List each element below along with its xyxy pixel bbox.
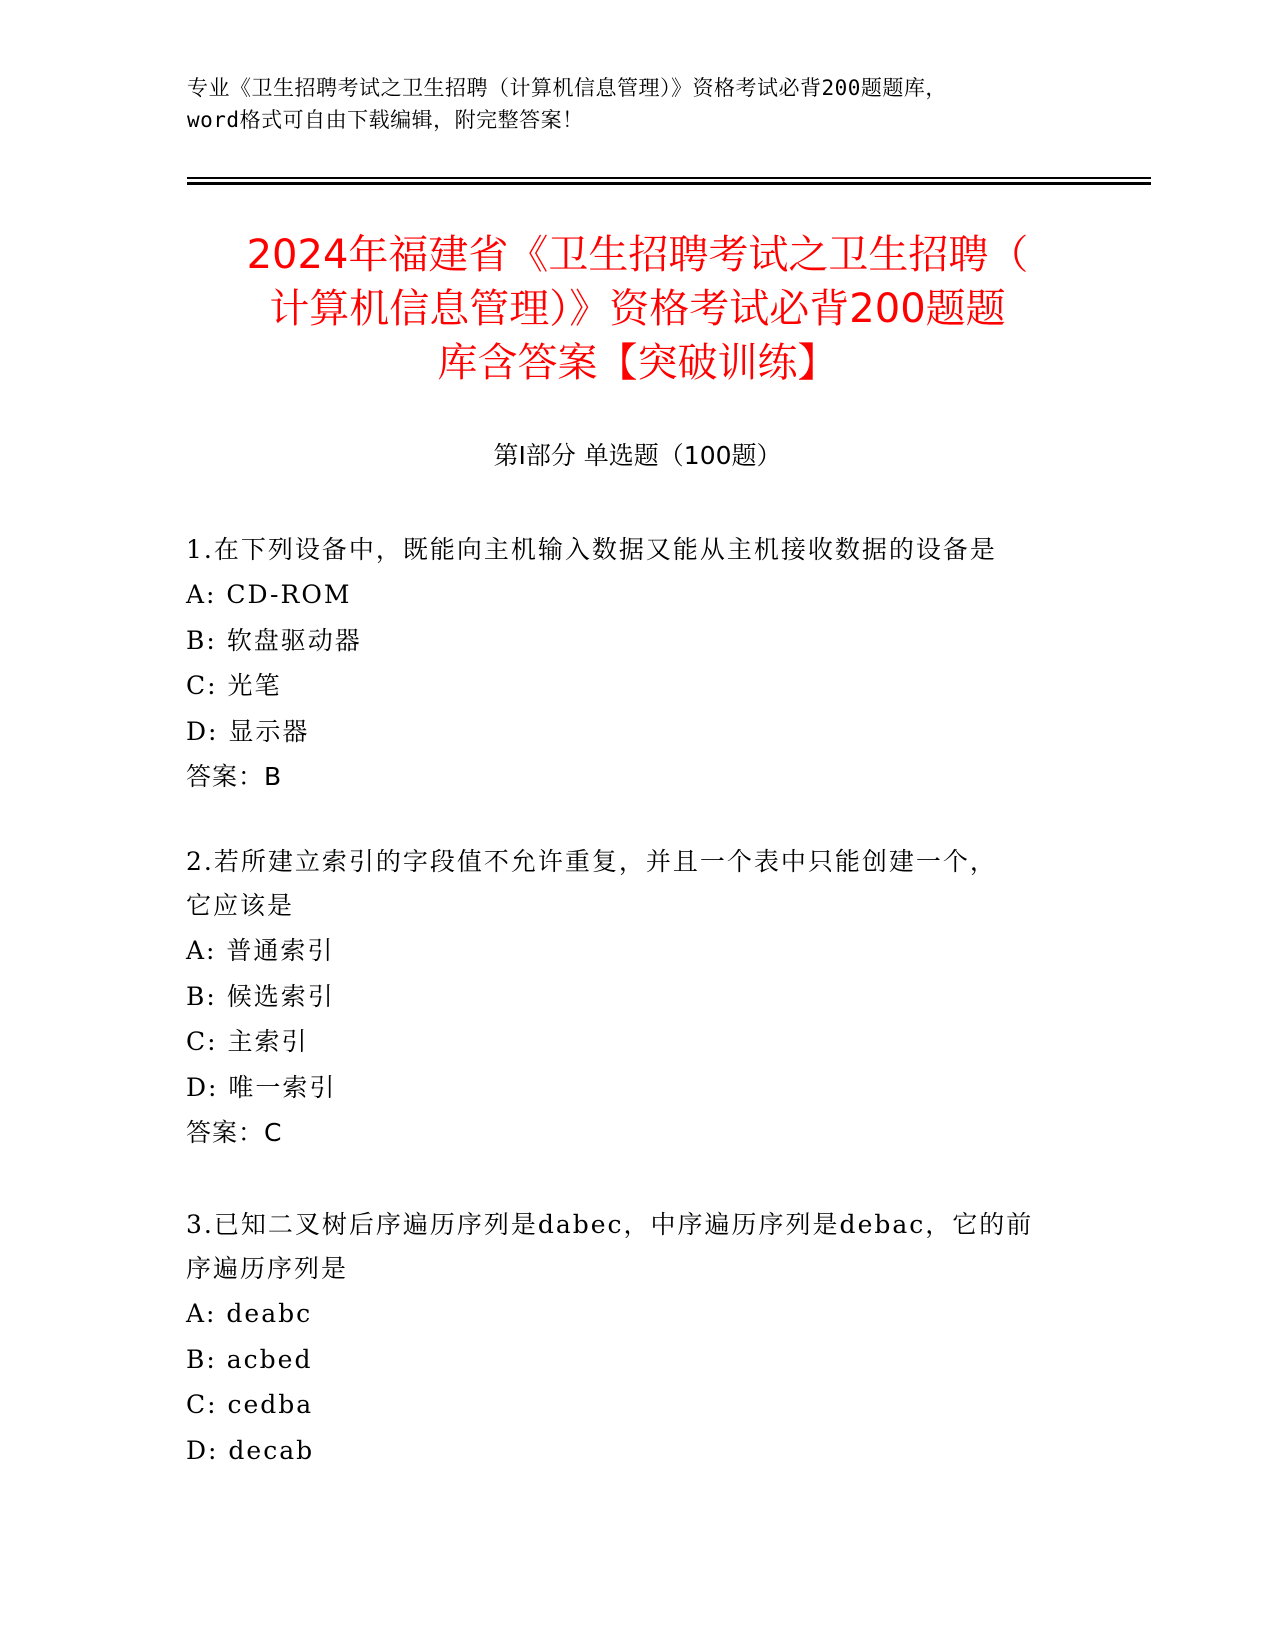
header-note-line: 专业《卫生招聘考试之卫生招聘（计算机信息管理）》资格考试必背200题题库， [187,76,947,100]
answer: 答案：C [186,1118,283,1147]
question-stem: 它应该是 [186,891,295,920]
option-b: B: 候选索引 [186,981,335,1011]
option-c: C: 光笔 [186,671,282,700]
option-c: C: cedba [186,1390,314,1419]
option-a: A: 普通索引 [186,936,335,965]
answer: 答案：B [186,762,283,791]
option-c: C: 主索引 [186,1027,309,1056]
option-a: A: deabc [186,1299,313,1328]
option-d: D: 唯一索引 [186,1072,337,1102]
header-note [187,72,1087,136]
title-line: 2024年福建省《卫生招聘考试之卫生招聘（ [246,232,1029,278]
question-2 [186,840,997,1156]
header-note-line: word格式可自由下载编辑，附完整答案！ [187,108,584,132]
question-stem: 2.若所建立索引的字段值不允许重复，并且一个表中只能创建一个， [186,847,997,876]
title-line: 计算机信息管理）》资格考试必背200题题 [269,286,1006,332]
document-title [140,228,1135,390]
section-heading: 第I部分 单选题（100题） [493,441,782,470]
option-d: D: 显示器 [186,716,310,746]
question-1 [186,528,997,800]
option-b: B: acbed [186,1344,313,1374]
option-d: D: decab [186,1435,315,1465]
header-divider-thin [187,177,1151,179]
title-line: 库含答案【突破训练】 [437,340,838,386]
header-divider-thick [187,182,1151,185]
option-a: A: CD-ROM [186,580,352,609]
question-stem: 1.在下列设备中，既能向主机输入数据又能从主机接收数据的设备是 [186,535,997,564]
question-stem: 3.已知二叉树后序遍历序列是dabec，中序遍历序列是debac，它的前 [186,1210,1034,1239]
option-b: B: 软盘驱动器 [186,625,362,655]
question-stem: 序遍历序列是 [186,1254,349,1283]
question-3 [186,1203,1033,1473]
